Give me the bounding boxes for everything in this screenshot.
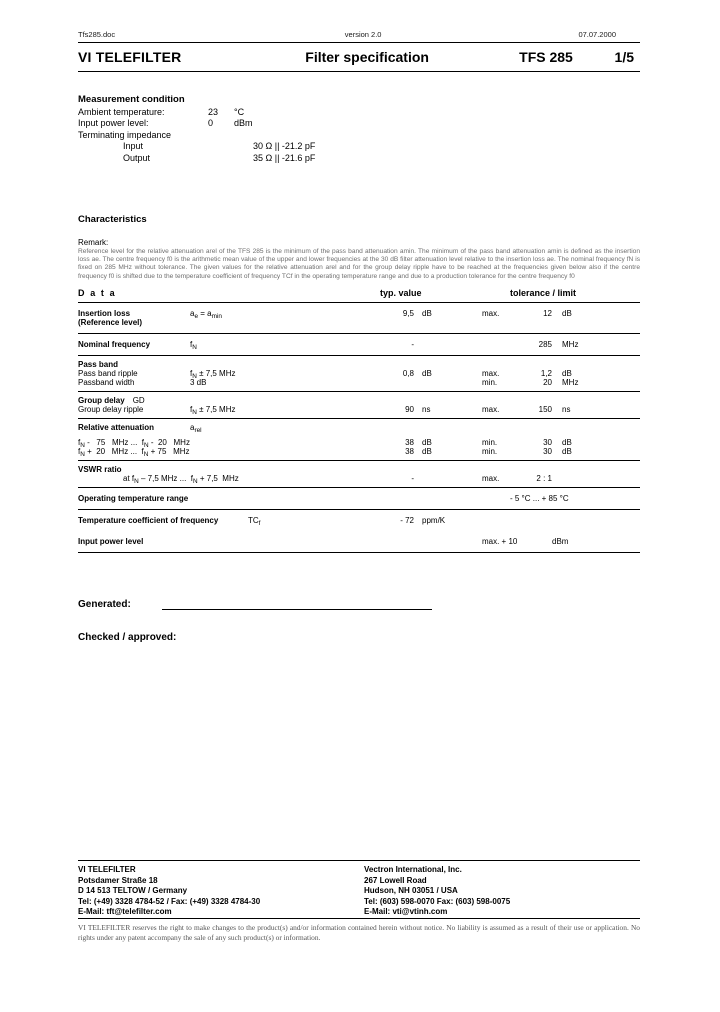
row-typ-value: - bbox=[411, 473, 414, 483]
impedance-output-label: Output bbox=[123, 152, 151, 163]
specification-table bbox=[78, 288, 640, 553]
row-typ-value: 0,8 bbox=[402, 368, 414, 378]
row-symbol: $f_N \pm 7,5$ MHz bbox=[190, 404, 236, 416]
row-typ-value bbox=[380, 378, 414, 387]
section-title: Pass band bbox=[78, 359, 119, 369]
table-row bbox=[78, 488, 640, 509]
table-header-row bbox=[78, 288, 640, 302]
table-row bbox=[78, 405, 640, 414]
input-power-level-value: 0 bbox=[208, 118, 214, 128]
row-typ-unit: ppm/K bbox=[422, 515, 446, 525]
table-row bbox=[78, 378, 640, 387]
row-symbol: $TC_f$ bbox=[248, 515, 261, 527]
ambient-temperature-row bbox=[78, 107, 640, 119]
row-limit: 2 : 1 bbox=[536, 473, 552, 483]
row-typ-unit bbox=[414, 537, 482, 546]
row-label: Insertion loss bbox=[78, 308, 131, 318]
row-typ-unit: ns bbox=[422, 404, 431, 414]
row-qualifier: max. bbox=[482, 308, 500, 318]
row-label: Input power level bbox=[78, 536, 144, 546]
checked-row bbox=[78, 632, 640, 643]
row-label: $f_N + 20$ MHz ... $f_N + 75$ MHz bbox=[78, 446, 190, 458]
row-typ-value: 9,5 bbox=[402, 308, 414, 318]
row-symbol: 3 dB bbox=[190, 377, 207, 387]
footer-right-email[interactable]: E-Mail: vti@vtinh.com bbox=[364, 907, 448, 917]
row-limit: 1,2 bbox=[540, 368, 552, 378]
row-qualifier: min. bbox=[482, 437, 498, 447]
footer-right-phone: Tel: (603) 598-0070 Fax: (603) 598-0075 bbox=[364, 896, 511, 906]
row-limit-unit: ns bbox=[562, 404, 571, 414]
footer-right-city: Hudson, NH 03051 / USA bbox=[364, 886, 458, 896]
generated-signature-line[interactable] bbox=[162, 599, 432, 610]
row-typ-value: - bbox=[411, 339, 414, 349]
meta-version: version 2.0 bbox=[344, 30, 382, 39]
row-qualifier: min. bbox=[482, 446, 498, 456]
impedance-input-value: 30 Ω || -21.2 pF bbox=[253, 141, 316, 151]
terminating-impedance-row bbox=[78, 130, 640, 142]
footer-left-street: Potsdamer Straße 18 bbox=[78, 875, 158, 885]
row-label: Operating temperature range bbox=[78, 493, 189, 503]
measurement-condition-block bbox=[78, 94, 640, 164]
input-power-level-unit: dBm bbox=[234, 118, 253, 128]
row-limit: 30 bbox=[543, 437, 552, 447]
row-limit-unit: MHz bbox=[562, 339, 579, 349]
checked-label: Checked / approved: bbox=[78, 631, 177, 643]
row-typ-unit bbox=[414, 378, 482, 387]
row-qualifier: max. bbox=[482, 473, 500, 483]
row-limit: 285 bbox=[538, 339, 552, 349]
company-name: VI TELEFILTER bbox=[78, 49, 182, 65]
terminating-impedance-label: Terminating impedance bbox=[78, 129, 172, 140]
row-limit: 12 bbox=[543, 308, 552, 318]
row-typ-value: 38 bbox=[405, 437, 414, 447]
legal-disclaimer: VI TELEFILTER reserves the right to make changes to the product(s) and/or information contained herein without notice. No liability is assumed as a result of their use or application. No rights under any patent accompany the sale of any such product(s) or information. bbox=[78, 922, 640, 942]
row-limit-unit: MHz bbox=[562, 377, 579, 387]
row-label: Temperature coefficient of frequency bbox=[78, 515, 219, 525]
section-title: Relative attenuation bbox=[78, 422, 155, 432]
footer-address-right bbox=[354, 865, 640, 918]
document-title-bar bbox=[78, 43, 640, 71]
row-typ-unit: dB bbox=[422, 308, 432, 318]
document-type: Filter specification bbox=[305, 49, 429, 65]
footer-address-columns bbox=[78, 861, 640, 918]
meta-filename: Tfs285.doc bbox=[78, 30, 116, 39]
input-power-level-row bbox=[78, 118, 640, 130]
meta-date: 07.07.2000 bbox=[578, 30, 616, 39]
table-section-vswr bbox=[78, 461, 640, 487]
row-symbol: $f_N \pm 7,5$ MHz bbox=[190, 368, 236, 380]
part-number: TFS 285 bbox=[519, 49, 573, 65]
section-title: Group delay bbox=[78, 395, 125, 405]
generated-label: Generated: bbox=[78, 598, 131, 610]
footer-left-phone: Tel: (+49) 3328 4784-52 / Fax: (+49) 3328 4784-30 bbox=[78, 896, 261, 906]
row-label: Nominal frequency bbox=[78, 339, 151, 349]
footer-right-street: 267 Lowell Road bbox=[364, 875, 427, 885]
row-typ-unit: dB bbox=[422, 446, 432, 456]
row-qualifier: max. bbox=[482, 404, 500, 414]
characteristics-heading: Characteristics bbox=[78, 214, 147, 225]
section-symbol: $a_{rel}$ bbox=[190, 422, 202, 434]
row-limit-unit: dBm bbox=[552, 536, 569, 546]
row-limit-unit: dB bbox=[562, 368, 572, 378]
table-row bbox=[78, 303, 640, 333]
document-meta-line bbox=[78, 30, 640, 42]
footer-left-email[interactable]: E-Mail: tft@telefilter.com bbox=[78, 907, 172, 917]
row-typ-value: - 72 bbox=[400, 515, 414, 525]
table-row bbox=[78, 369, 640, 378]
footer-left-company: VI TELEFILTER bbox=[78, 865, 136, 874]
page-body bbox=[78, 30, 640, 665]
row-typ-unit: dB bbox=[422, 437, 432, 447]
row-limit: 30 bbox=[543, 446, 552, 456]
table-row bbox=[78, 438, 640, 447]
table-section-group-delay bbox=[78, 392, 640, 418]
remark-text: Reference level for the relative attenuation arel of the TFS 285 is the minimum of the pass band attenuation amin. The minimum of the pass band attenuation amin is defined as the insertion loss ae. The centre frequency f0 is the arithmetic mean value of the upper and lower frequencies at the 30 dB filter attenuation level relative to the insertion loss ae. The nominal frequency fN is fixed on 285 MHz without tolerance. The given values for the relative attenuation arel and for the group delay ripple have to be reached at the frequencies given below also if the centre frequency f0 is shifted due to the temperature coefficient of frequency TCf in the operating temperature range and due to a production tolerance for the centre frequency f0 bbox=[78, 248, 640, 280]
row-label: at $f_N - 7,5$ MHz ... $f_N + 7,5$ MHz bbox=[123, 473, 239, 485]
signature-block bbox=[78, 599, 640, 643]
column-header-data: D a t a bbox=[78, 287, 117, 298]
ambient-temperature-label: Ambient temperature: bbox=[78, 106, 165, 117]
row-typ-value bbox=[380, 494, 510, 503]
footer-left-city: D 14 513 TELTOW / Germany bbox=[78, 886, 188, 896]
impedance-output-row bbox=[78, 153, 640, 165]
section-title: VSWR ratio bbox=[78, 464, 122, 474]
table-row bbox=[78, 334, 640, 355]
row-typ-unit bbox=[414, 340, 482, 349]
remark-label: Remark: bbox=[78, 238, 109, 247]
table-row bbox=[78, 474, 640, 483]
row-label: $f_N - 75$ MHz ... $f_N - 20$ MHz bbox=[78, 437, 190, 449]
page-number: 1/5 bbox=[614, 49, 634, 65]
table-row bbox=[78, 531, 640, 552]
footer-address-left bbox=[78, 865, 354, 918]
generated-row bbox=[78, 599, 640, 610]
row-qualifier: max. bbox=[482, 368, 500, 378]
input-power-level-label: Input power level: bbox=[78, 118, 149, 128]
table-row bbox=[78, 510, 640, 531]
footer-right-company: Vectron International, Inc. bbox=[364, 865, 462, 874]
row-qualifier bbox=[482, 340, 518, 349]
impedance-input-row bbox=[78, 141, 640, 153]
row-limit: 20 bbox=[543, 377, 552, 387]
row-symbol: $a_e = a_{min}$ bbox=[190, 308, 222, 320]
row-label: Group delay ripple bbox=[78, 404, 144, 414]
table-bottom-divider bbox=[78, 552, 640, 553]
table-section-relative-attenuation bbox=[78, 419, 640, 460]
row-typ-unit: dB bbox=[422, 368, 432, 378]
ambient-temperature-unit: °C bbox=[234, 106, 245, 117]
row-limit-unit: dB bbox=[562, 446, 572, 456]
row-typ-value: 90 bbox=[405, 404, 414, 414]
column-header-typ-value: typ. value bbox=[380, 287, 422, 298]
row-label: Passband width bbox=[78, 377, 135, 387]
row-typ-unit bbox=[414, 474, 482, 483]
ambient-temperature-value: 23 bbox=[208, 106, 219, 117]
row-label: Pass band ripple bbox=[78, 368, 138, 378]
row-qualifier: min. bbox=[482, 377, 498, 387]
row-typ-value: 38 bbox=[405, 446, 414, 456]
measurement-condition-heading: Measurement condition bbox=[78, 94, 185, 105]
row-typ-value bbox=[380, 537, 414, 546]
document-footer bbox=[78, 860, 640, 942]
title-divider bbox=[78, 71, 640, 72]
row-label-secondary: (Reference level) bbox=[78, 317, 143, 327]
row-qualifier: max. + 10 bbox=[482, 536, 518, 546]
table-row bbox=[78, 447, 640, 456]
row-symbol: $f_N$ bbox=[190, 339, 197, 351]
impedance-output-value: 35 Ω || -21.6 pF bbox=[253, 152, 316, 163]
column-header-tolerance: tolerance / limit bbox=[510, 287, 577, 298]
impedance-input-label: Input bbox=[123, 141, 144, 151]
section-symbol: GD bbox=[132, 395, 145, 405]
row-limit-text: - 5 °C ... + 85 °C bbox=[510, 493, 569, 503]
characteristics-block bbox=[78, 214, 640, 281]
table-section-pass-band bbox=[78, 356, 640, 391]
row-limit-unit: dB bbox=[562, 437, 572, 447]
row-limit: 150 bbox=[538, 404, 552, 414]
row-limit-unit: dB bbox=[562, 308, 572, 318]
